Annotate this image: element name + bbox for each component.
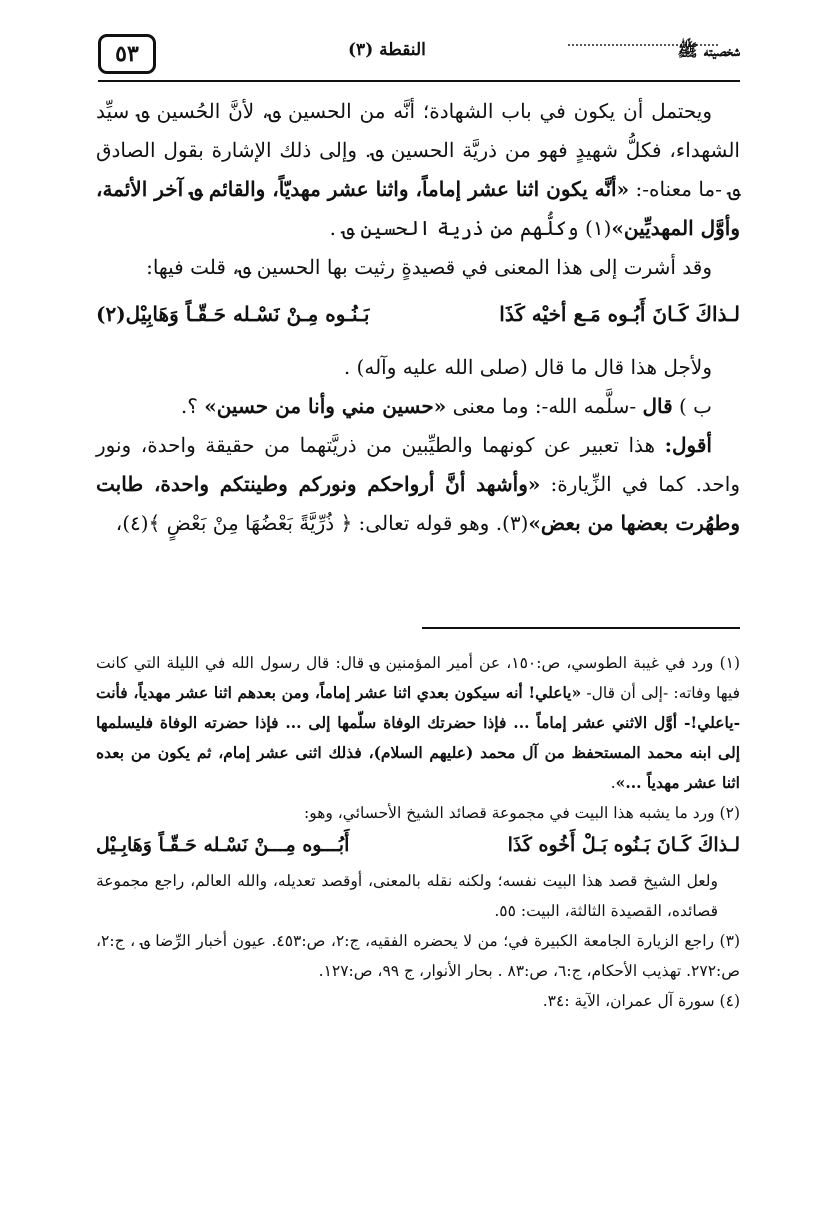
footnote-3: (٣) راجع الزيارة الجامعة الكبيرة في؛ من لا يحضره الفقيه، ج:٢، ص:٤٥٣. عيون أخبار الرِّضا ؈ ، ج:٢، ص:٢٧٢. تهذيب الأحكام، ج:٦، ص:٨٣ . بحار الأنوار، ج ٩٩، ص:١٢٧. — [96, 932, 740, 980]
page-header — [98, 34, 740, 74]
footnote-2-comment: ولعل الشيخ قصد هذا البيت نفسه؛ ولكنه نقله بالمعنى، أوقصد تعديله، والله العالم، راجع مجموعة قصائده، القصيدة الثالثة، البيت: ٥٥. — [96, 872, 718, 920]
chapter-title: شخصيته ﷺ — [677, 41, 740, 61]
footnote-2: (٢) ورد ما يشبه هذا البيت في مجموعة قصائد الشيخ الأحسائي، وهو: — [303, 804, 740, 822]
header-rule — [98, 80, 740, 82]
verse-first-hemistich: لـذاكَ كَـانَ أَبُـوه مَـع أخيْه كَذَا — [499, 302, 740, 326]
footnote-verse-second: أَبُـــوه مِـــنْ نَسْـله حَـقّـاً وَهَابِـيْل — [96, 834, 350, 856]
paragraph-4: ب ) قال -سلَّمه الله-: وما معنى «حسين مني وأنا من حسين» ؟. — [180, 394, 712, 418]
page-number: ٥٣ — [98, 34, 156, 74]
running-title: النقطة (٣) — [348, 40, 426, 60]
paragraph-2: وقد أشرت إلى هذا المعنى في قصيدةٍ رثيت بها الحسين ؈، قلت فيها: — [146, 255, 712, 279]
main-text — [96, 92, 740, 543]
poem-verse — [96, 287, 740, 348]
paragraph-5: أقول: هذا تعبير عن كونهما والطيِّبين من ذريَّتهما من حقيقة واحدة، ونور واحد. كما في الزِّيارة: «وأشهد أنَّ أرواحكم ونوركم وطينتكم واحدة، طابت وطهُرت بعضها من بعض»(٣). وهو قوله تعالى: ﴿ ذُرِّيَّةً بَعْضُهَا مِنْ بَعْضٍ ﴾(٤)، — [96, 433, 740, 535]
footnotes — [96, 648, 740, 1016]
footnote-verse-first: لـذاكَ كَـانَ بَـنُوه بَـلْ أَخُوه كَذَا — [507, 834, 740, 856]
footnote-separator — [422, 627, 740, 629]
paragraph-1: ويحتمل أن يكون في باب الشهادة؛ أنَّه من الحسين ؈، لأنَّ الحُسين ؈ سيِّد الشهداء، فكلُّ شهيدٍ فهو من ذريَّة الحسين ؈. وإلى ذلك الإشارة بقول الصادق ؈ -ما معناه-: «أنَّه يكون اثنا عشر إماماً، واثنا عشر مهديّاً، والقائم ؈ آخر الأئمة، وأوَّل المهديِّين»(١) وكلُّهم من ذرية الحسين ؈ . — [96, 99, 740, 240]
footnote-4: (٤) سورة آل عمران، الآية :٣٤. — [542, 992, 740, 1010]
paragraph-3: ولأجل هذا قال ما قال (صلى الله عليه وآله) . — [343, 355, 712, 379]
footnote-verse — [96, 828, 740, 866]
footnote-1: (١) ورد في غيبة الطوسي، ص:١٥٠، عن أمير المؤمنين ؈ قال: قال رسول الله في الليلة التي كانت فيها وفاته: -إلى أن قال- «ياعلي! أنه سيكون بعدي اثنا عشر إماماً، ومن بعدهم اثنا عشر مهدياً، فأنت -ياعلي!- أوَّل الاثني عشر إماماً ... فإذا حضرتك الوفاة سلّمها إلى ... فإذا حضرته الوفاة فليسلمها إلى ابنه محمد المستحفظ من آل محمد (عليهم السلام)، فذلك اثنى عشر إمام، ثم يكون من بعده اثنا عشر مهدياً ...». — [96, 654, 741, 792]
verse-second-hemistich: بَـنُـوه مِـنْ نَسْـله حَـقّـاً وَهَابِيْل(٢) — [96, 302, 370, 326]
